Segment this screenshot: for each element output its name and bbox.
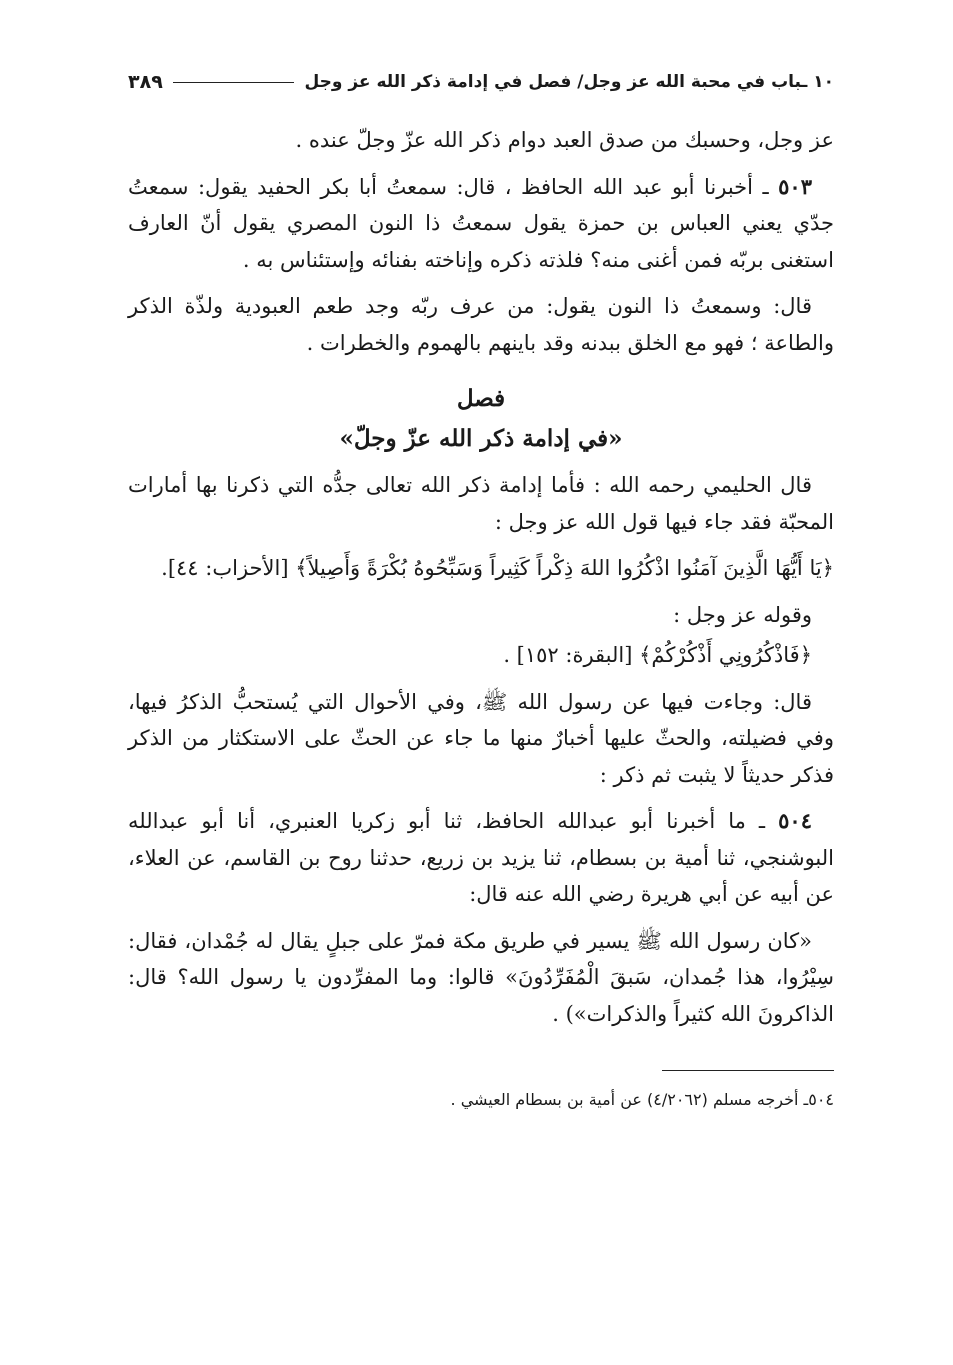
book-page bbox=[128, 62, 834, 1113]
chapter-title: ١٠ ـباب في محبة الله عز وجل/ فصل في إدامة ذكر الله عز وجل bbox=[304, 72, 834, 92]
hadith-number: ٥٠٤ bbox=[778, 808, 812, 833]
section-title: فصل bbox=[456, 385, 506, 412]
running-header bbox=[128, 62, 834, 102]
paragraph-short: وقوله عز وجل : bbox=[673, 602, 812, 627]
paragraph-halimi: قال الحليمي رحمه الله : فأما إدامة ذكر الله تعالى جدُّه التي ذكرنا بها أمارات المحبّة فقد جاء فيها قول الله عز وجل : bbox=[128, 473, 834, 534]
page-body bbox=[128, 122, 834, 1113]
hadith-quote: «كان رسول الله ﷺ يسير في طريق مكة فمرّ على جبلٍ يقال له جُمْدان، فقال: سِيْرُوا، هذا جُمدان، سَبقَ الْمُفَرِّدُونَ» قالوا: وما المفرِّدون يا رسول الله؟ قال: الذاكرونَ الله كثيراً والذكرات») . bbox=[128, 928, 834, 1026]
hadith-number: ٥٠٣ bbox=[778, 173, 812, 199]
section-subtitle: «في إدامة ذكر الله عزّ وجلّ» bbox=[339, 425, 623, 452]
header-rule bbox=[173, 82, 295, 83]
paragraph-virtues: قال: وجاءت فيها عن رسول الله ﷺ، وفي الأحوال التي يُستحبُّ الذكرُ فيها، وفي فضيلته، والحثّ عليها أخبارٌ منها ما جاء عن الحثّ على الاستكثار من الذكر فذكر حديثاً لا يثبت ثم ذكر : bbox=[128, 689, 834, 787]
paragraph-continuation: عز وجل، وحسبك من صدق العبد دوام ذكر الله عزّ وجلّ عنده . bbox=[295, 128, 834, 152]
page-number: ٣٨٩ bbox=[128, 71, 163, 93]
footnote: ٥٠٤ـ أخرجه مسلم (٤/٢٠٦٢) عن أمية بن بسطام العيشي . bbox=[450, 1090, 834, 1109]
hadith-text: ـ أخبرنا أبو عبد الله الحافظ ، قال: سمعتُ أبا بكر الحفيد يقول: سمعتُ جدّي يعني العباس بن حمزة يقول سمعتُ ذا النون المصري يقول أنّ العارف استغنى بربّه فمن أغنى منه؟ فلذته ذكره وإناخته بفنائه وإستئناس به . bbox=[128, 174, 834, 272]
quran-verse-ahzab: ﴿يَا أَيُّهَا الَّذِينَ آمَنُوا اذْكُرُوا اللهَ ذِكْراً كَثِيراً وَسَبِّحُوهُ بُكْرَةً وَأَصِيلاً﴾ [الأحزاب: ٤٤]. bbox=[161, 556, 834, 580]
paragraph-dhun-nun: قال: وسمعتُ ذا النون يقول: من عرف ربّه وجد طعم العبودية ولذّة الذكر والطاعة ؛ فهو مع الخلق ببدنه وقد باينهم بالهموم والخطرات . bbox=[128, 294, 834, 355]
quran-verse-baqara: ﴿فَاذْكُرُونِي أَذْكُرْكُمْ﴾ [البقرة: ١٥٢] . bbox=[503, 643, 812, 667]
section-heading bbox=[128, 379, 834, 459]
footnote-rule bbox=[662, 1070, 834, 1071]
hadith-504 bbox=[128, 803, 834, 913]
hadith-text: ـ ما أخبرنا أبو عبدالله الحافظ، ثنا أبو زكريا العنبري، أنا أبو عبدالله البوشنجي، ثنا أمية بن بسطام، ثنا يزيد بن زريع، حدثنا روح بن القاسم، عن العلاء، عن أبيه عن أبي هريرة رضي الله عنه قال: bbox=[128, 809, 834, 906]
hadith-503 bbox=[128, 169, 834, 279]
